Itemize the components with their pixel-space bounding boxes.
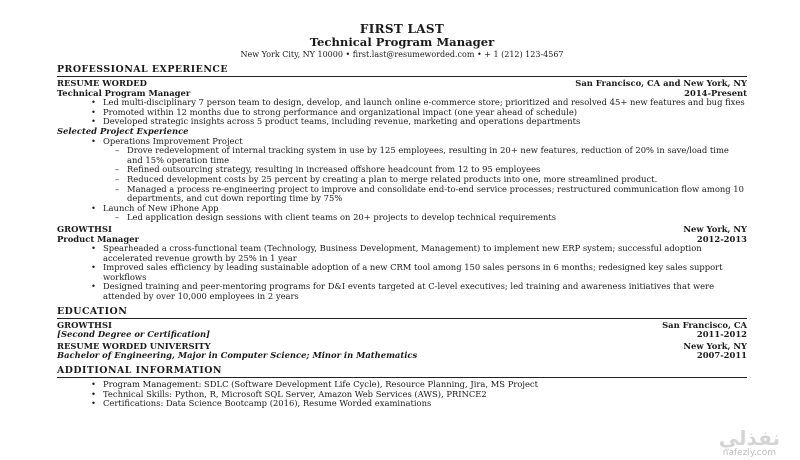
- resume-page: [57, 22, 747, 409]
- school1-name: GROWTHSI: [57, 319, 112, 330]
- contact-line: New York City, NY 10000 • first.last@resumeworded.com • + 1 (212) 123-4567: [240, 50, 564, 59]
- list-item: – Drove redevelopment of internal tracking system in use by 125 employees, resulting in 20+ new features, reduction of 20% in save/load time and 15% operation time: [57, 146, 747, 165]
- experience-section: [57, 64, 747, 302]
- list-item: • Promoted within 12 months due to strong performance and organizational impact (one year ahead of schedule): [57, 108, 747, 118]
- list-item: – Refined outsourcing strategy, resulting in increased offshore headcount from 12 to 95 employees: [57, 165, 747, 175]
- education-heading: EDUCATION: [57, 306, 747, 319]
- school2-degree: Bachelor of Engineering, Major in Computer Science; Minor in Mathematics: [57, 350, 418, 361]
- school2-dates: 2007-2011: [696, 350, 747, 361]
- school1-degree-row: [57, 330, 747, 340]
- job2-bullets: [57, 244, 747, 302]
- education-section: [57, 306, 747, 361]
- job1-bullets: [57, 98, 747, 127]
- job2-company: GROWTHSI: [57, 223, 112, 234]
- list-item: • Developed strategic insights across 5 product teams, including revenue, marketing and operations departments: [57, 117, 747, 127]
- job2-role: Product Manager: [57, 233, 139, 244]
- list-item: • Program Management: SDLC (Software Development Life Cycle), Resource Planning, Jira, MS Project: [57, 380, 747, 390]
- job1-company: RESUME WORDED: [57, 78, 147, 88]
- school1-location: San Francisco, CA: [662, 319, 747, 330]
- watermark-logo: نفذلي: [718, 426, 780, 450]
- list-item: • Improved sales efficiency by leading sustainable adoption of a new CRM tool among 150 sales persons in 6 months; redesigned key sales support workflows: [57, 263, 747, 282]
- experience-heading: PROFESSIONAL EXPERIENCE: [57, 64, 747, 77]
- school2-location: New York, NY: [683, 340, 747, 351]
- list-item: • Spearheaded a cross-functional team (Technology, Business Development, Management) to implement new ERP system; successful adoption accelerated revenue growth by 25% in 1 year: [57, 244, 747, 263]
- additional-heading: ADDITIONAL INFORMATION: [57, 365, 747, 378]
- list-item: • Certifications: Data Science Bootcamp (2016), Resume Worded examinations: [57, 399, 747, 409]
- project2-title: • Launch of New iPhone App: [57, 204, 747, 214]
- list-item: – Managed a process re-engineering project to improve and consolidate end-to-end service processes; restructured communication flow among 10 departments, and cut down reporting time by 75%: [57, 185, 747, 204]
- job1-dates: 2014-Present: [684, 87, 747, 98]
- candidate-name: FIRST LAST: [359, 22, 445, 36]
- resume-header: [57, 22, 747, 60]
- school1-degree: [Second Degree or Certification]: [57, 329, 210, 340]
- list-item: – Reduced development costs by 25 percent by creating a plan to merge related products into one, more streamlined product.: [57, 175, 747, 185]
- list-item: – Led application design sessions with client teams on 20+ projects to develop technical requirements: [57, 213, 747, 223]
- school2-name: RESUME WORDED UNIVERSITY: [57, 340, 211, 351]
- project-list: [57, 137, 747, 223]
- school2-degree-row: [57, 351, 747, 361]
- watermark-text: nafezly.com: [722, 448, 777, 458]
- list-item: • Led multi-disciplinary 7 person team to design, develop, and launch online e-commerce store; prioritized and resolved 45+ new features and bug fixes: [57, 98, 747, 108]
- job1-role: Technical Program Manager: [57, 87, 191, 98]
- job2-location: New York, NY: [683, 223, 747, 234]
- job2-dates: 2012-2013: [696, 233, 747, 244]
- candidate-title: Technical Program Manager: [309, 35, 495, 49]
- job1-location: San Francisco, CA and New York, NY: [575, 78, 747, 88]
- school1-dates: 2011-2012: [696, 329, 747, 340]
- additional-section: [57, 365, 747, 409]
- job2-header: [57, 225, 747, 235]
- list-item: • Designed training and peer-mentoring programs for D&I events targeted at C-level executives; led training and awareness initiatives that were attended by over 10,000 employees in 2 years: [57, 282, 747, 301]
- selected-projects-heading: Selected Project Experience: [57, 125, 189, 136]
- additional-list: [57, 380, 747, 409]
- list-item: • Technical Skills: Python, R, Microsoft SQL Server, Amazon Web Services (AWS), PRINCE2: [57, 390, 747, 400]
- project1-title: • Operations Improvement Project: [57, 137, 747, 147]
- nafezly-watermark: [719, 428, 780, 458]
